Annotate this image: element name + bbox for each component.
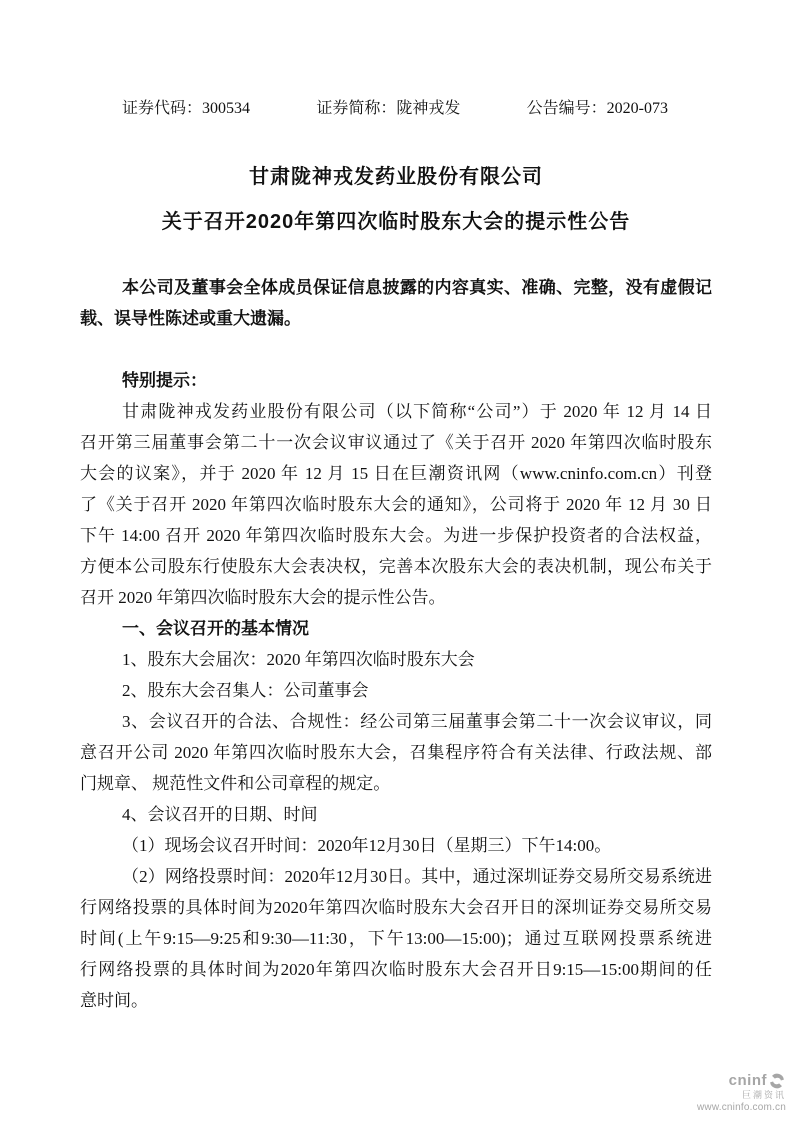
cninfo-logo-text: cninf bbox=[728, 1072, 767, 1090]
text-line: 行网络投票的具体时间为2020年第四次临时股东大会召开日的深圳证券交易所交易 bbox=[80, 898, 712, 917]
cninfo-logo bbox=[697, 1072, 789, 1113]
section-heading-1: 一、会议召开的基本情况 bbox=[122, 619, 309, 638]
integrity-statement bbox=[80, 272, 712, 334]
list-item-online-voting-time bbox=[80, 861, 712, 1016]
text-line: 大会的议案》，并于 2020 年 12 月 15 日在巨潮资讯网（www.cninfo.com.cn）刊登 bbox=[80, 464, 712, 483]
list-item-date-time bbox=[80, 799, 712, 830]
text-line: （2）网络投票时间：2020年12月30日。其中，通过深圳证券交易所交易系统进 bbox=[122, 867, 712, 886]
text-line: 本公司及董事会全体成员保证信息披露的内容真实、准确、完整，没有虚假记 bbox=[122, 278, 712, 297]
text-line: 4、会议召开的日期、时间 bbox=[122, 805, 318, 824]
text-line: 3、会议召开的合法、合规性：经公司第三届董事会第二十一次会议审议，同 bbox=[122, 712, 712, 731]
text-line: 召开第三届董事会第二十一次会议审议通过了《关于召开 2020 年第四次临时股东 bbox=[80, 433, 712, 452]
text-line: 载、误导性陈述或重大遗漏。 bbox=[80, 309, 301, 328]
text-line: 召开 2020 年第四次临时股东大会的提示性公告。 bbox=[80, 588, 446, 607]
text-line: 行网络投票的具体时间为2020年第四次临时股东大会召开日9:15—15:00期间的任 bbox=[80, 960, 712, 979]
text-line: （1）现场会议召开时间：2020年12月30日（星期三）下午14:00。 bbox=[122, 836, 612, 855]
text-line: 意时间。 bbox=[80, 991, 148, 1010]
special-notice-label: 特别提示： bbox=[122, 371, 207, 390]
list-item-onsite-time bbox=[80, 830, 712, 861]
cninfo-logo-row bbox=[697, 1072, 786, 1090]
document-title: 甘肃陇神戎发药业股份有限公司 bbox=[249, 166, 543, 188]
intro-paragraph bbox=[80, 396, 712, 613]
text-line: 下午 14:00 召开 2020 年第四次临时股东大会。为进一步保护投资者的合法权益， bbox=[80, 526, 712, 545]
stock-code: 证券代码：300534 bbox=[122, 100, 251, 117]
list-item-legality bbox=[80, 706, 712, 799]
list-item-meeting-session bbox=[80, 644, 712, 675]
title-block bbox=[80, 155, 712, 245]
cninfo-swirl-icon bbox=[768, 1072, 786, 1090]
text-line: 1、股东大会届次：2020 年第四次临时股东大会 bbox=[122, 650, 475, 669]
document-header bbox=[80, 98, 712, 119]
cninfo-logo-url: www.cninfo.com.cn bbox=[697, 1101, 786, 1113]
text-line: 了《关于召开 2020 年第四次临时股东大会的通知》，公司将于 2020 年 12 月 30 日 bbox=[80, 495, 712, 514]
stock-name: 证券简称：陇神戎发 bbox=[316, 100, 461, 117]
text-line: 意召开公司 2020 年第四次临时股东大会，召集程序符合有关法律、行政法规、部 bbox=[80, 743, 712, 762]
list-item-convener bbox=[80, 675, 712, 706]
text-line: 方便本公司股东行使股东大会表决权，完善本次股东大会的表决机制，现公布关于 bbox=[80, 557, 712, 576]
cninfo-logo-chinese: 巨潮资讯 bbox=[741, 1090, 786, 1101]
document-subtitle: 关于召开2020年第四次临时股东大会的提示性公告 bbox=[161, 211, 631, 233]
text-line: 门规章、 规范性文件和公司章程的规定。 bbox=[80, 774, 391, 793]
text-line: 甘肃陇神戎发药业股份有限公司（以下简称“公司”）于 2020 年 12 月 14 日 bbox=[122, 402, 712, 421]
text-line: 时间(上午9:15—9:25和9:30—11:30，下午13:00—15:00)；通过互联网投票系统进 bbox=[80, 929, 712, 948]
text-line: 2、股东大会召集人：公司董事会 bbox=[122, 681, 369, 700]
announcement-number: 公告编号：2020-073 bbox=[526, 100, 668, 117]
